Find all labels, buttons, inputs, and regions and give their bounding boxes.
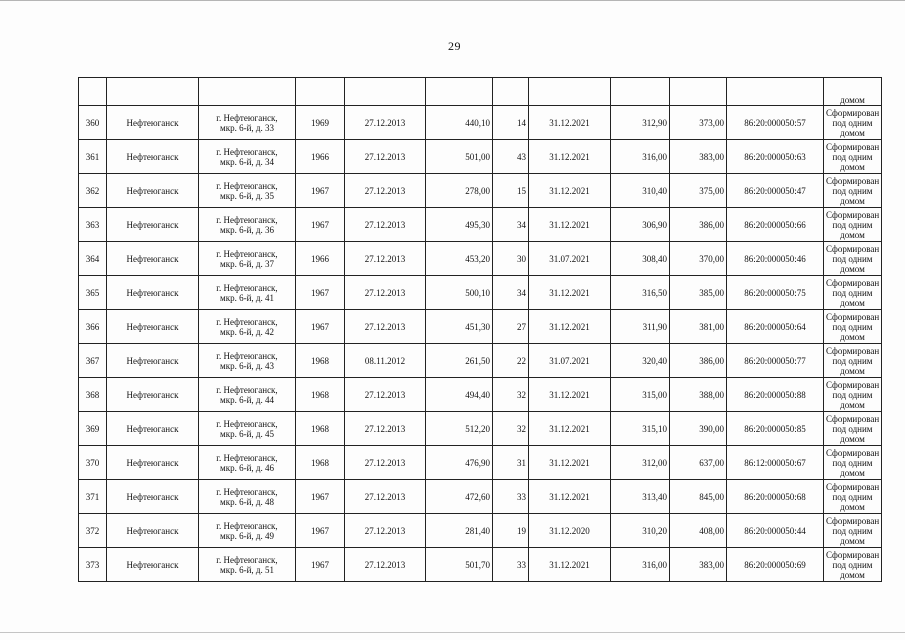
- value-2-cell: 370,00: [670, 242, 727, 276]
- deadline-cell: 31.12.2020: [529, 514, 611, 548]
- date-cell: 27.12.2013: [345, 378, 426, 412]
- city-cell: Нефтеюганск: [107, 242, 199, 276]
- value-1-cell: 316,50: [611, 276, 670, 310]
- date-cell: 27.12.2013: [345, 242, 426, 276]
- status-line-3: домом: [840, 535, 865, 546]
- value-1-cell: 308,40: [611, 242, 670, 276]
- count-cell: 43: [493, 140, 529, 174]
- address-cell: [199, 344, 296, 378]
- status-cell: [824, 106, 882, 140]
- count-cell: 19: [493, 514, 529, 548]
- header-cell: [79, 78, 107, 106]
- row-number: 372: [79, 514, 107, 548]
- status-line-3: домом: [840, 161, 865, 172]
- area-cell: 501,00: [426, 140, 493, 174]
- value-2-cell: 383,00: [670, 548, 727, 582]
- table-row: [79, 378, 882, 412]
- cadastral-number-cell: 86:20:000050:88: [727, 378, 824, 412]
- address-line-2: мкр. 6-й, д. 46: [220, 462, 274, 473]
- area-cell: 281,40: [426, 514, 493, 548]
- year-cell: 1968: [296, 344, 345, 378]
- year-cell: 1967: [296, 548, 345, 582]
- status-line-2: под одним: [832, 423, 873, 434]
- deadline-cell: 31.12.2021: [529, 276, 611, 310]
- value-1-cell: 313,40: [611, 480, 670, 514]
- value-2-cell: 388,00: [670, 378, 727, 412]
- status-line-3: домом: [840, 263, 865, 274]
- address-line-1: г. Нефтеюганск,: [216, 350, 278, 361]
- deadline-cell: 31.12.2021: [529, 174, 611, 208]
- status-line-1: Сформирован: [826, 277, 880, 288]
- count-cell: 14: [493, 106, 529, 140]
- area-cell: 261,50: [426, 344, 493, 378]
- year-cell: 1967: [296, 208, 345, 242]
- table-row: [79, 106, 882, 140]
- value-1-cell: 316,00: [611, 140, 670, 174]
- city-cell: Нефтеюганск: [107, 514, 199, 548]
- value-2-cell: 383,00: [670, 140, 727, 174]
- header-cell: [426, 78, 493, 106]
- status-cell: [824, 174, 882, 208]
- year-cell: 1966: [296, 140, 345, 174]
- address-line-2: мкр. 6-й, д. 36: [220, 224, 274, 235]
- cadastral-number-cell: 86:12:000050:67: [727, 446, 824, 480]
- deadline-cell: 31.12.2021: [529, 446, 611, 480]
- address-line-1: г. Нефтеюганск,: [216, 554, 278, 565]
- value-1-cell: 312,00: [611, 446, 670, 480]
- table-row: [79, 446, 882, 480]
- status-line-1: Сформирован: [826, 549, 880, 560]
- row-number: 369: [79, 412, 107, 446]
- address-cell: [199, 276, 296, 310]
- address-line-1: г. Нефтеюганск,: [216, 418, 278, 429]
- address-line-2: мкр. 6-й, д. 41: [220, 292, 274, 303]
- table-row: [79, 412, 882, 446]
- status-cell: [824, 446, 882, 480]
- row-number: 360: [79, 106, 107, 140]
- address-line-1: г. Нефтеюганск,: [216, 452, 278, 463]
- value-1-cell: 312,90: [611, 106, 670, 140]
- year-cell: 1967: [296, 276, 345, 310]
- city-cell: Нефтеюганск: [107, 378, 199, 412]
- value-1-cell: 315,10: [611, 412, 670, 446]
- count-cell: 15: [493, 174, 529, 208]
- row-number: 362: [79, 174, 107, 208]
- status-cell: [824, 344, 882, 378]
- row-number: 370: [79, 446, 107, 480]
- city-cell: Нефтеюганск: [107, 344, 199, 378]
- city-cell: Нефтеюганск: [107, 106, 199, 140]
- date-cell: 27.12.2013: [345, 106, 426, 140]
- value-2-cell: 373,00: [670, 106, 727, 140]
- address-cell: [199, 514, 296, 548]
- table-row: [79, 310, 882, 344]
- deadline-cell: 31.12.2021: [529, 310, 611, 344]
- address-line-1: г. Нефтеюганск,: [216, 248, 278, 259]
- value-1-cell: 310,20: [611, 514, 670, 548]
- deadline-cell: 31.12.2021: [529, 208, 611, 242]
- value-1-cell: 310,40: [611, 174, 670, 208]
- date-cell: 27.12.2013: [345, 140, 426, 174]
- table-row: [79, 140, 882, 174]
- deadline-cell: 31.12.2021: [529, 378, 611, 412]
- row-number: 366: [79, 310, 107, 344]
- address-line-2: мкр. 6-й, д. 48: [220, 496, 274, 507]
- value-1-cell: 306,90: [611, 208, 670, 242]
- status-line-2: под одним: [832, 117, 873, 128]
- address-line-1: г. Нефтеюганск,: [216, 316, 278, 327]
- table-row: [79, 480, 882, 514]
- status-cell: [824, 378, 882, 412]
- status-line-1: Сформирован: [826, 175, 880, 186]
- cadastral-number-cell: 86:20:000050:68: [727, 480, 824, 514]
- table-row: [79, 344, 882, 378]
- date-cell: 27.12.2013: [345, 174, 426, 208]
- address-cell: [199, 242, 296, 276]
- row-number: 361: [79, 140, 107, 174]
- address-cell: [199, 208, 296, 242]
- deadline-cell: 31.07.2021: [529, 242, 611, 276]
- header-cell: [493, 78, 529, 106]
- area-cell: 440,10: [426, 106, 493, 140]
- address-cell: [199, 310, 296, 344]
- area-cell: 500,10: [426, 276, 493, 310]
- status-line-2: под одним: [832, 491, 873, 502]
- cadastral-number-cell: 86:20:000050:77: [727, 344, 824, 378]
- header-cell: [529, 78, 611, 106]
- address-cell: [199, 548, 296, 582]
- page-number: 29: [448, 39, 461, 53]
- deadline-cell: 31.07.2021: [529, 344, 611, 378]
- table-row: [79, 548, 882, 582]
- area-cell: 453,20: [426, 242, 493, 276]
- city-cell: Нефтеюганск: [107, 140, 199, 174]
- table-row: [79, 242, 882, 276]
- address-line-2: мкр. 6-й, д. 37: [220, 258, 274, 269]
- cadastral-number-cell: 86:20:000050:44: [727, 514, 824, 548]
- status-line-2: под одним: [832, 219, 873, 230]
- date-cell: 27.12.2013: [345, 548, 426, 582]
- cadastral-number-cell: 86:20:000050:63: [727, 140, 824, 174]
- address-line-1: г. Нефтеюганск,: [216, 384, 278, 395]
- row-number: 365: [79, 276, 107, 310]
- cadastral-number-cell: 86:20:000050:66: [727, 208, 824, 242]
- status-line-1: Сформирован: [826, 107, 880, 118]
- city-cell: Нефтеюганск: [107, 446, 199, 480]
- value-1-cell: 311,90: [611, 310, 670, 344]
- address-cell: [199, 140, 296, 174]
- date-cell: 27.12.2013: [345, 310, 426, 344]
- value-1-cell: 316,00: [611, 548, 670, 582]
- date-cell: 27.12.2013: [345, 480, 426, 514]
- status-line-3: домом: [840, 229, 865, 240]
- status-line-2: под одним: [832, 457, 873, 468]
- address-cell: [199, 412, 296, 446]
- date-cell: 27.12.2013: [345, 276, 426, 310]
- header-cell: [199, 78, 296, 106]
- value-2-cell: 637,00: [670, 446, 727, 480]
- status-line-3: домом: [840, 501, 865, 512]
- row-number: 363: [79, 208, 107, 242]
- value-2-cell: 845,00: [670, 480, 727, 514]
- value-2-cell: 386,00: [670, 344, 727, 378]
- address-cell: [199, 446, 296, 480]
- row-number: 371: [79, 480, 107, 514]
- date-cell: 27.12.2013: [345, 446, 426, 480]
- address-line-2: мкр. 6-й, д. 33: [220, 122, 274, 133]
- address-line-2: мкр. 6-й, д. 34: [220, 156, 274, 167]
- status-line-3: домом: [840, 569, 865, 580]
- status-line-1: Сформирован: [826, 481, 880, 492]
- top-scan-edge: [0, 0, 905, 1]
- status-line-3: домом: [840, 331, 865, 342]
- status-line-2: под одним: [832, 287, 873, 298]
- year-cell: 1967: [296, 174, 345, 208]
- status-line-3: домом: [840, 127, 865, 138]
- status-line-2: под одним: [832, 559, 873, 570]
- address-line-1: г. Нефтеюганск,: [216, 486, 278, 497]
- year-cell: 1969: [296, 106, 345, 140]
- area-cell: 494,40: [426, 378, 493, 412]
- value-2-cell: 385,00: [670, 276, 727, 310]
- city-cell: Нефтеюганск: [107, 310, 199, 344]
- deadline-cell: 31.12.2021: [529, 412, 611, 446]
- area-cell: 512,20: [426, 412, 493, 446]
- year-cell: 1967: [296, 514, 345, 548]
- address-line-2: мкр. 6-й, д. 49: [220, 530, 274, 541]
- cadastral-number-cell: 86:20:000050:85: [727, 412, 824, 446]
- status-line-3: домом: [840, 399, 865, 410]
- cadastral-number-cell: 86:20:000050:57: [727, 106, 824, 140]
- year-cell: 1967: [296, 310, 345, 344]
- city-cell: Нефтеюганск: [107, 548, 199, 582]
- address-cell: [199, 106, 296, 140]
- status-cell: [824, 208, 882, 242]
- address-line-1: г. Нефтеюганск,: [216, 146, 278, 157]
- status-cell: [824, 412, 882, 446]
- row-number: 373: [79, 548, 107, 582]
- year-cell: 1968: [296, 446, 345, 480]
- status-line-3: домом: [840, 195, 865, 206]
- status-line-2: под одним: [832, 525, 873, 536]
- status-line-1: Сформирован: [826, 311, 880, 322]
- cadastral-number-cell: 86:20:000050:47: [727, 174, 824, 208]
- value-1-cell: 315,00: [611, 378, 670, 412]
- count-cell: 33: [493, 480, 529, 514]
- value-2-cell: 390,00: [670, 412, 727, 446]
- status-line-1: Сформирован: [826, 345, 880, 356]
- cadastral-number-cell: 86:20:000050:69: [727, 548, 824, 582]
- status-line-2: под одним: [832, 253, 873, 264]
- address-line-2: мкр. 6-й, д. 43: [220, 360, 274, 371]
- status-line-2: под одним: [832, 389, 873, 400]
- header-cell: [611, 78, 670, 106]
- deadline-cell: 31.12.2021: [529, 480, 611, 514]
- address-cell: [199, 378, 296, 412]
- date-cell: 27.12.2013: [345, 412, 426, 446]
- address-line-2: мкр. 6-й, д. 42: [220, 326, 274, 337]
- row-number: 368: [79, 378, 107, 412]
- status-line-2: под одним: [832, 321, 873, 332]
- value-2-cell: 408,00: [670, 514, 727, 548]
- table-row: [79, 514, 882, 548]
- status-cell: [824, 276, 882, 310]
- row-number: 364: [79, 242, 107, 276]
- year-cell: 1968: [296, 412, 345, 446]
- city-cell: Нефтеюганск: [107, 276, 199, 310]
- count-cell: 32: [493, 412, 529, 446]
- status-line-2: под одним: [832, 151, 873, 162]
- header-cell: [727, 78, 824, 106]
- count-cell: 30: [493, 242, 529, 276]
- area-cell: 501,70: [426, 548, 493, 582]
- table-row: [79, 174, 882, 208]
- table-header-continuation: [79, 78, 882, 106]
- count-cell: 22: [493, 344, 529, 378]
- value-2-cell: 381,00: [670, 310, 727, 344]
- status-cell: [824, 480, 882, 514]
- count-cell: 32: [493, 378, 529, 412]
- value-2-cell: 375,00: [670, 174, 727, 208]
- status-line-1: Сформирован: [826, 209, 880, 220]
- count-cell: 34: [493, 276, 529, 310]
- status-cell: [824, 548, 882, 582]
- housing-registry-table: [78, 77, 882, 582]
- status-line-1: Сформирован: [826, 379, 880, 390]
- city-cell: Нефтеюганск: [107, 174, 199, 208]
- address-cell: [199, 480, 296, 514]
- city-cell: Нефтеюганск: [107, 208, 199, 242]
- status-line-3: домом: [840, 467, 865, 478]
- address-line-1: г. Нефтеюганск,: [216, 520, 278, 531]
- count-cell: 33: [493, 548, 529, 582]
- status-line-3: домом: [840, 297, 865, 308]
- count-cell: 27: [493, 310, 529, 344]
- status-line-2: под одним: [832, 355, 873, 366]
- address-line-1: г. Нефтеюганск,: [216, 214, 278, 225]
- status-cell: [824, 242, 882, 276]
- cadastral-number-cell: 86:20:000050:75: [727, 276, 824, 310]
- count-cell: 34: [493, 208, 529, 242]
- table-row: [79, 276, 882, 310]
- year-cell: 1967: [296, 480, 345, 514]
- area-cell: 472,60: [426, 480, 493, 514]
- status-line-1: Сформирован: [826, 141, 880, 152]
- row-number: 367: [79, 344, 107, 378]
- cadastral-number-cell: 86:20:000050:46: [727, 242, 824, 276]
- address-line-2: мкр. 6-й, д. 35: [220, 190, 274, 201]
- address-line-2: мкр. 6-й, д. 44: [220, 394, 274, 405]
- status-line-1: Сформирован: [826, 243, 880, 254]
- value-2-cell: 386,00: [670, 208, 727, 242]
- header-cell: [296, 78, 345, 106]
- city-cell: Нефтеюганск: [107, 412, 199, 446]
- status-line-1: Сформирован: [826, 515, 880, 526]
- header-cell: [107, 78, 199, 106]
- area-cell: 476,90: [426, 446, 493, 480]
- date-cell: 08.11.2012: [345, 344, 426, 378]
- header-cell: [345, 78, 426, 106]
- status-cell: [824, 310, 882, 344]
- count-cell: 31: [493, 446, 529, 480]
- status-line-3: домом: [840, 433, 865, 444]
- bottom-scan-edge: [0, 632, 905, 633]
- header-status-tail: домом: [824, 78, 882, 106]
- address-cell: [199, 174, 296, 208]
- status-cell: [824, 514, 882, 548]
- deadline-cell: 31.12.2021: [529, 140, 611, 174]
- year-cell: 1968: [296, 378, 345, 412]
- city-cell: Нефтеюганск: [107, 480, 199, 514]
- table-row: [79, 208, 882, 242]
- status-line-3: домом: [840, 365, 865, 376]
- status-cell: [824, 140, 882, 174]
- date-cell: 27.12.2013: [345, 208, 426, 242]
- cadastral-number-cell: 86:20:000050:64: [727, 310, 824, 344]
- address-line-1: г. Нефтеюганск,: [216, 112, 278, 123]
- address-line-2: мкр. 6-й, д. 51: [220, 564, 274, 575]
- address-line-1: г. Нефтеюганск,: [216, 180, 278, 191]
- status-line-1: Сформирован: [826, 413, 880, 424]
- area-cell: 278,00: [426, 174, 493, 208]
- value-1-cell: 320,40: [611, 344, 670, 378]
- status-line-2: под одним: [832, 185, 873, 196]
- status-line-1: Сформирован: [826, 447, 880, 458]
- deadline-cell: 31.12.2021: [529, 548, 611, 582]
- address-line-2: мкр. 6-й, д. 45: [220, 428, 274, 439]
- address-line-1: г. Нефтеюганск,: [216, 282, 278, 293]
- year-cell: 1966: [296, 242, 345, 276]
- header-cell: [670, 78, 727, 106]
- deadline-cell: 31.12.2021: [529, 106, 611, 140]
- date-cell: 27.12.2013: [345, 514, 426, 548]
- area-cell: 495,30: [426, 208, 493, 242]
- area-cell: 451,30: [426, 310, 493, 344]
